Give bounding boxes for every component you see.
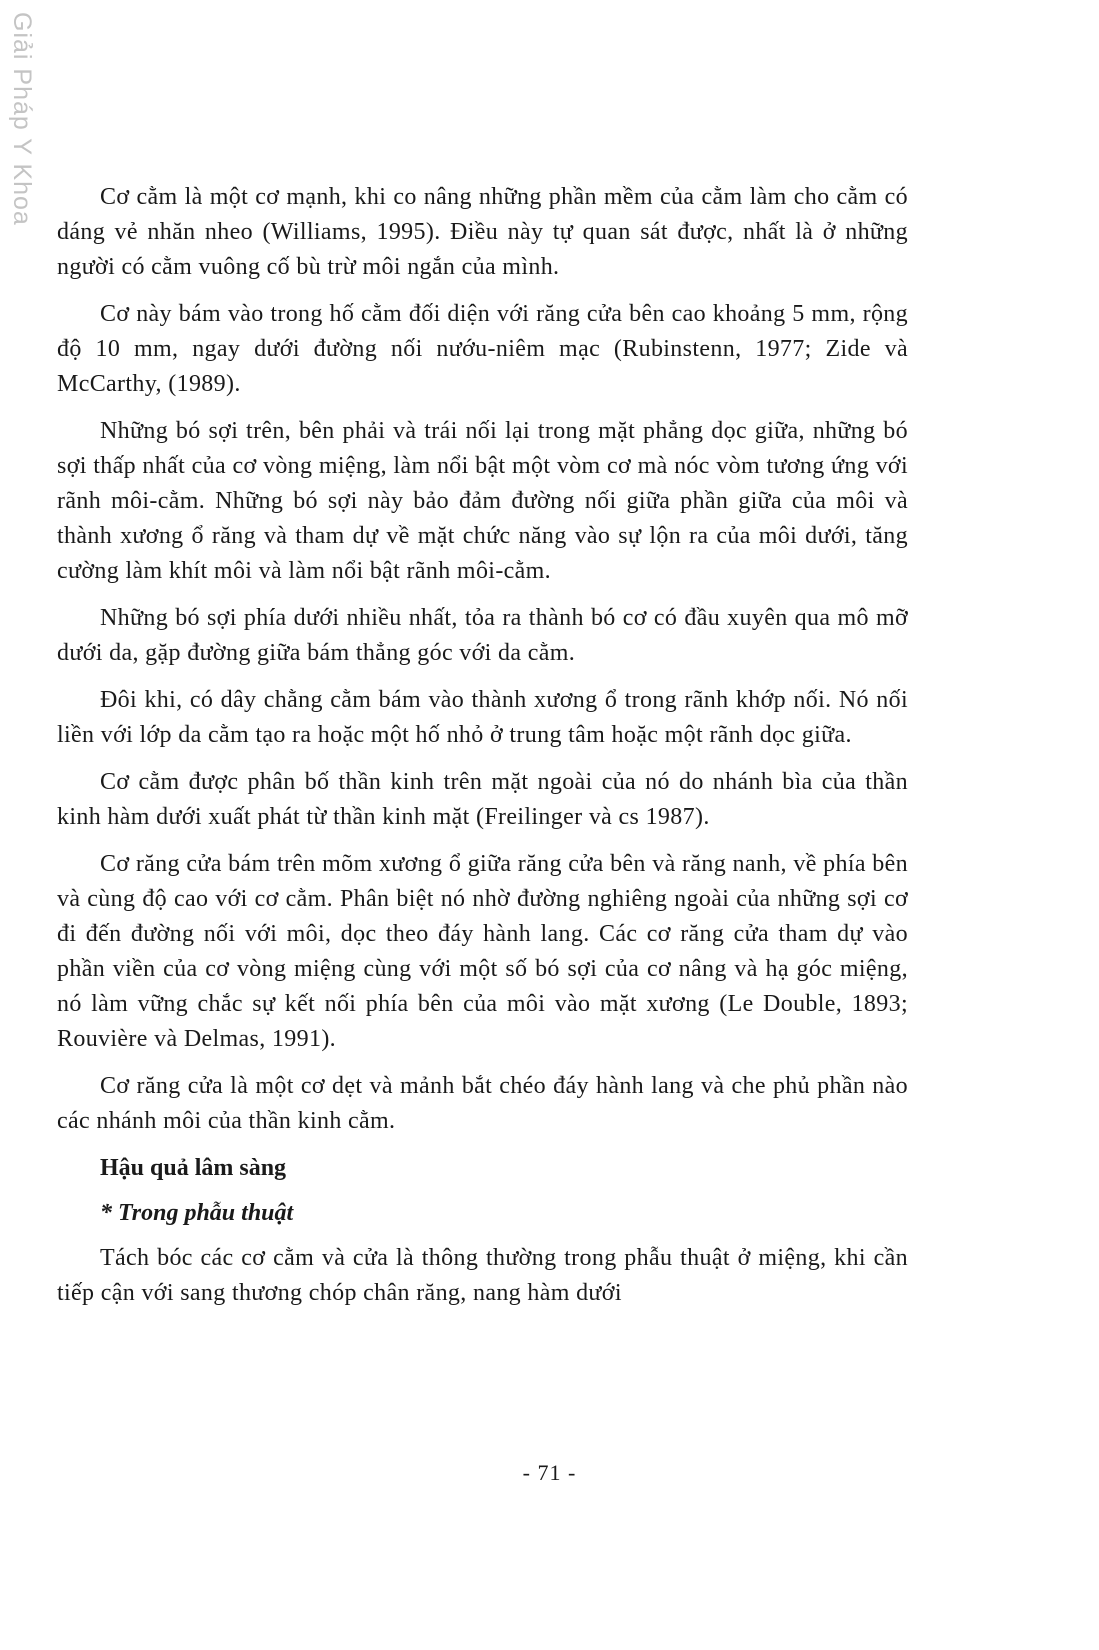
paragraph-3: Những bó sợi trên, bên phải và trái nối lại trong mặt phẳng dọc giữa, những bó sợi thấp nhất của cơ vòng miệng, làm nổi bật một vòm cơ mà nóc vòm tương ứng với rãnh môi-cằm. Những bó sợi này bảo đảm đường nối giữa phần giữa của môi và thành xương ổ răng và tham dự về mặt chức năng vào sự lộn ra của môi dưới, tăng cường làm khít môi và làm nổi bật rãnh môi-cằm.	[57, 418, 908, 584]
paragraph-6: Cơ cằm được phân bố thần kinh trên mặt ngoài của nó do nhánh bìa của thần kinh hàm dưới xuất phát từ thần kinh mặt (Freilinger và cs 1987).	[57, 769, 908, 830]
paragraph-2: Cơ này bám vào trong hố cằm đối diện với răng cửa bên cao khoảng 5 mm, rộng độ 10 mm, ngay dưới đường nối nướu-niêm mạc (Rubinstenn, 1977; Zide và McCarthy, (1989).	[57, 301, 908, 397]
page-number: - 71 -	[522, 1460, 577, 1485]
paragraph-8: Cơ răng cửa là một cơ dẹt và mảnh bắt chéo đáy hành lang và che phủ phần nào các nhánh môi của thần kinh cằm.	[57, 1073, 908, 1134]
paragraph-final: Tách bóc các cơ cằm và cửa là thông thường trong phẫu thuật ở miệng, khi cần tiếp cận với sang thương chóp chân răng, nang hàm dưới	[57, 1245, 908, 1306]
watermark-text: Giải Pháp Y Khoa	[8, 12, 36, 226]
paragraph-4: Những bó sợi phía dưới nhiều nhất, tỏa ra thành bó cơ có đầu xuyên qua mô mỡ dưới da, gặp đường giữa bám thẳng góc với da cằm.	[57, 605, 908, 666]
paragraph-7: Cơ răng cửa bám trên mõm xương ổ giữa răng cửa bên và răng nanh, về phía bên và cùng độ cao với cơ cằm. Phân biệt nó nhờ đường nghiêng ngoài của những sợi cơ đi đến đường nối với môi, dọc theo đáy hành lang. Các cơ răng cửa tham dự vào phần viền của cơ vòng miệng cùng với một số bó sợi của cơ nâng và hạ góc miệng, nó làm vững chắc sự kết nối phía bên của môi vào mặt xương (Le Double, 1893; Rouvière và Delmas, 1991).	[57, 851, 908, 1052]
section-subheading: * Trong phẫu thuật	[100, 1200, 294, 1226]
paragraph-5: Đôi khi, có dây chằng cằm bám vào thành xương ổ trong rãnh khớp nối. Nó nối liền với lớp da cằm tạo ra hoặc một hố nhỏ ở trung tâm hoặc một rãnh dọc giữa.	[57, 687, 908, 748]
page-body	[57, 180, 908, 1323]
section-heading: Hậu quả lâm sàng	[100, 1155, 287, 1181]
paragraph-1: Cơ cằm là một cơ mạnh, khi co nâng những phần mềm của cằm làm cho cằm có dáng vẻ nhăn nheo (Williams, 1995). Điều này tự quan sát được, nhất là ở những người có cằm vuông cố bù trừ môi ngắn của mình.	[57, 184, 908, 280]
